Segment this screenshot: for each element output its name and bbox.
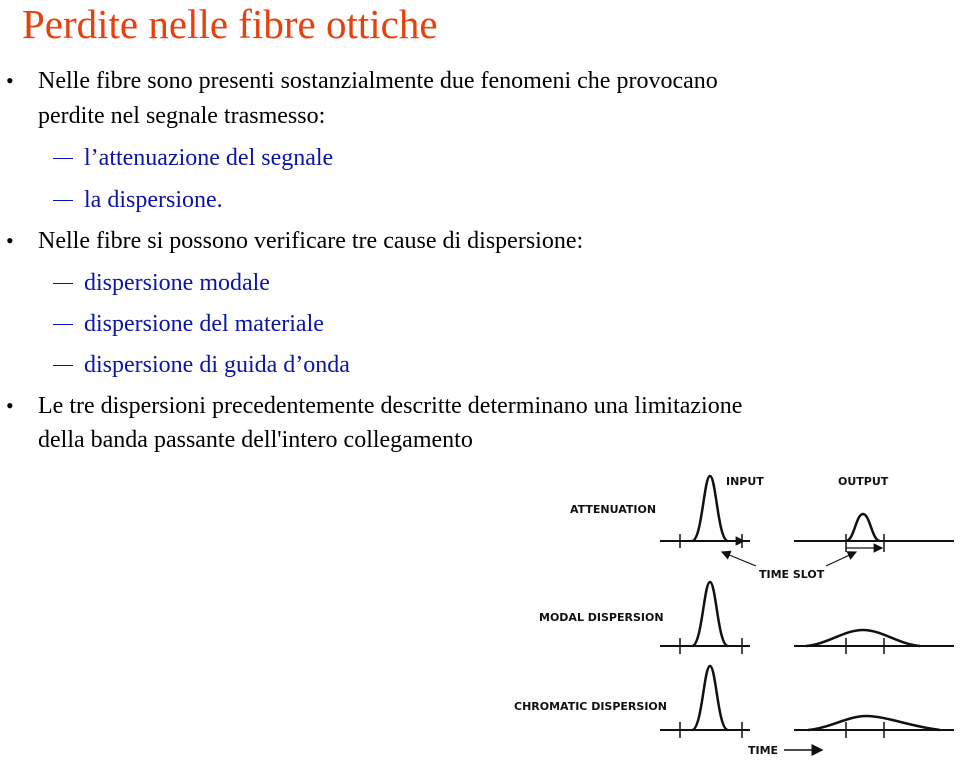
subitem-dispersione-modale: dispersione modale: [84, 270, 270, 296]
subitem-dash: [53, 324, 73, 325]
modal-input-pulse: [692, 582, 728, 646]
bullet-marker: •: [6, 68, 14, 93]
bullet-3-line-2: della banda passante dell'intero collegamento: [38, 427, 473, 453]
attenuated-pulse: [846, 514, 880, 541]
subitem-attenuazione: l’attenuazione del segnale: [84, 145, 334, 171]
modal-broadened-pulse: [806, 630, 920, 646]
bullet-3-line-1: Le tre dispersioni precedentemente descritte determinano una limitazione: [38, 393, 743, 419]
bullet-marker: •: [6, 393, 14, 418]
bullet-1-line-1: Nelle fibre sono presenti sostanzialmente due fenomeni che provocano: [38, 68, 718, 94]
time-label: TIME: [748, 744, 779, 757]
subitem-dash: [53, 158, 73, 159]
slide-title: Perdite nelle fibre ottiche: [22, 1, 438, 47]
subitem-dispersione: la dispersione.: [84, 187, 223, 213]
input-pulse: [692, 476, 728, 541]
output-label: OUTPUT: [838, 475, 889, 488]
chromatic-input-pulse: [692, 666, 728, 730]
subitem-dash: [53, 365, 73, 366]
modal-dispersion-label: MODAL DISPERSION: [539, 611, 664, 624]
input-label: INPUT: [726, 475, 764, 488]
subitem-dash: [53, 200, 73, 201]
subitem-dash: [53, 283, 73, 284]
subitem-dispersione-materiale: dispersione del materiale: [84, 311, 324, 337]
chromatic-broadened-pulse: [808, 716, 940, 730]
dispersion-figure: [508, 468, 960, 764]
attenuation-label: ATTENUATION: [570, 503, 657, 516]
dispersion-diagram: [508, 468, 960, 764]
bullet-1-line-2: perdite nel segnale trasmesso:: [38, 103, 326, 129]
bullet-marker: •: [6, 228, 14, 253]
chromatic-dispersion-label: CHROMATIC DISPERSION: [514, 700, 667, 713]
time-slot-label: TIME SLOT: [759, 568, 825, 581]
subitem-dispersione-guida: dispersione di guida d’onda: [84, 352, 350, 378]
bullet-2-line-1: Nelle fibre si possono verificare tre cause di dispersione:: [38, 228, 584, 254]
